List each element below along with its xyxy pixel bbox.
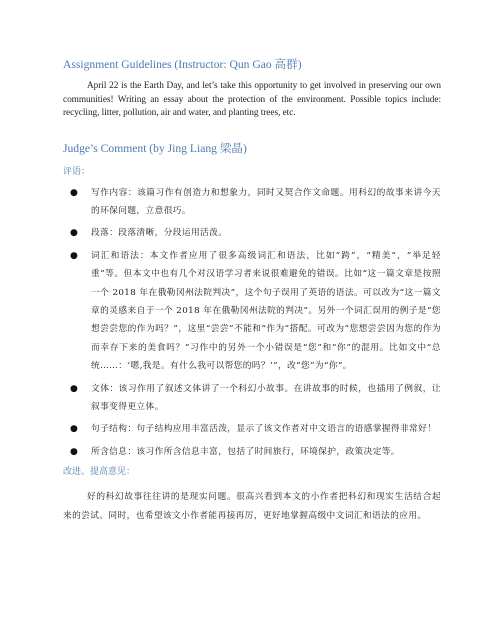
improve-label: 改进、提高意见： bbox=[63, 467, 136, 478]
comment-item: ● 写作内容：该篇习作有创造力和想象力，同时又契合作文命题。用科幻的故事来讲今天的环保问题，立意很巧。 bbox=[63, 184, 441, 221]
assignment-heading: Assignment Guidelines (Instructor: Qun Gao 高群) bbox=[63, 58, 302, 71]
bullet-icon: ● bbox=[70, 187, 79, 198]
comment-item: ● 段落：段落清晰，分段运用活泼。 bbox=[63, 224, 441, 242]
bullet-icon: ● bbox=[70, 424, 79, 435]
comment-item: ● 句子结构：句子结构应用丰富活泼，显示了该文作者对中文语言的语感掌握得非常好！ bbox=[63, 420, 441, 438]
comment-item: ● 所含信息：该习作所含信息丰富，包括了时间旅行，环境保护，政策决定等。 bbox=[63, 443, 441, 461]
assignment-text: April 22 is the Earth Day, and let’s take this opportunity to get involved in preserving our own communities! Writing an essay about the protection of the environment. Possible topics include: recycling, litter, pollution, air and water, and planting trees, etc. bbox=[63, 81, 441, 118]
comment-item: ● 文体：该习作用了叙述文体讲了一个科幻小故事。在讲故事的时候，也插用了例叙，让叙事变得更立体。 bbox=[63, 380, 441, 417]
comment-label: 评语： bbox=[63, 166, 91, 177]
bullet-icon: ● bbox=[70, 383, 79, 394]
comment-item: ● 词汇和语法：本文作者应用了很多高级词汇和语法，比如“跨”，“精美”，“举足轻重”等。但本文中也有几个对汉语学习者来说很难避免的错误。比如“这一篇文章是按照一个 2018 年在俄勒冈州法院判决”，这个句子误用了英语的语法。可以改为“这一篇文章的灵感来自于一个 2018 年在俄勒冈州法院的判决”。另外一个词汇误用的例子是“您想尝尝您的作为吗？”，这里“尝尝”不能和“作为”搭配。可改为“您想尝尝因为您的作为而幸存下来的美食吗？”习作中的另外一个小错误是“您”和“你”的混用。比如文中“总统……：‘嗯,我是。有什么我可以帮您的吗？’”，改“您”为“你”。 bbox=[63, 247, 441, 376]
comment-list bbox=[63, 184, 441, 462]
judge-heading: Judge’s Comment (by Jing Liang 梁晶) bbox=[63, 141, 247, 155]
document-page bbox=[63, 58, 441, 525]
improve-text: 好的科幻故事往往讲的是现实问题。很高兴看到本文的小作者把科幻和现实生活结合起来的尝试。同时，也希望该文小作者能再接再厉，更好地掌握高级中文词汇和语法的应用。 bbox=[63, 492, 441, 521]
bullet-icon: ● bbox=[70, 228, 79, 239]
bullet-icon: ● bbox=[70, 446, 79, 457]
bullet-icon: ● bbox=[70, 250, 79, 261]
